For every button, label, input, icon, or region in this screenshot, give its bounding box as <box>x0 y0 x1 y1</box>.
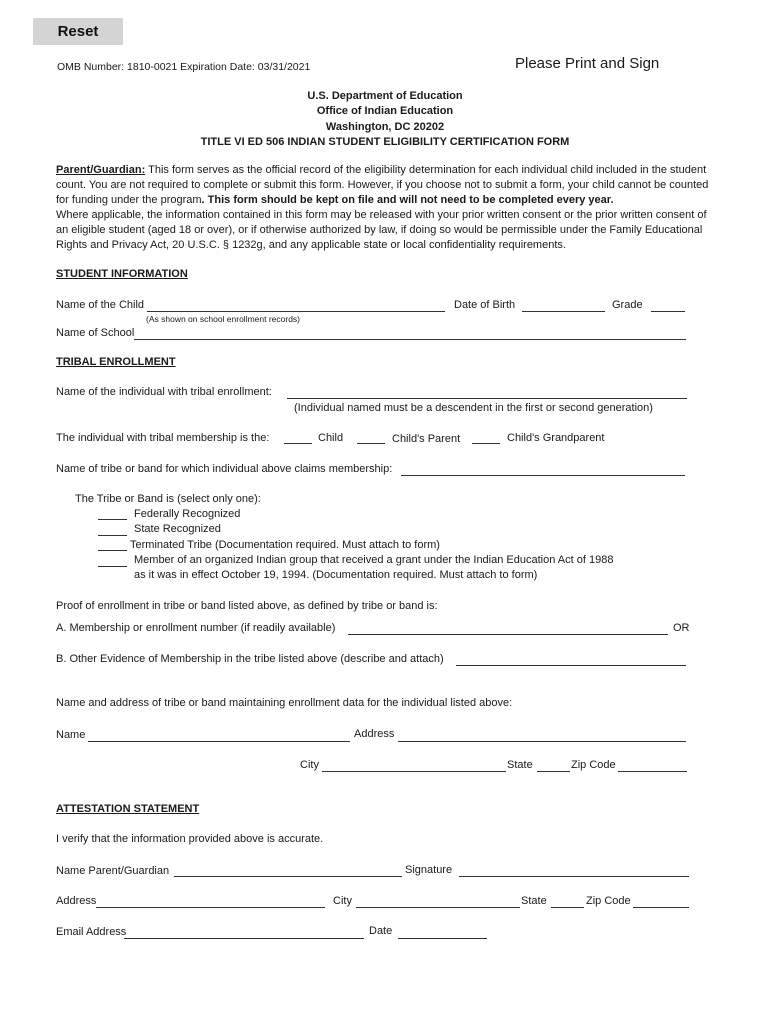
attestation-heading: ATTESTATION STATEMENT <box>56 803 200 815</box>
proof-a-label: A. Membership or enrollment number (if readily available) <box>56 622 336 634</box>
school-field[interactable] <box>134 339 686 340</box>
dob-field[interactable] <box>522 311 605 312</box>
grade-field[interactable] <box>651 311 685 312</box>
federal-option-label: Federally Recognized <box>134 508 241 520</box>
parent-city-field[interactable] <box>356 907 520 908</box>
grandparent-option-label: Child's Grandparent <box>507 432 605 444</box>
child-name-label: Name of the Child <box>56 299 145 311</box>
tribe-contact-name-label: Name <box>56 729 86 741</box>
child-option-label: Child <box>318 432 344 444</box>
tribe-status-label: The Tribe or Band is (select only one): <box>75 493 261 505</box>
tribe-name-label: Name of tribe or band for which individual above claims membership: <box>56 463 393 475</box>
signature-field[interactable] <box>459 876 689 877</box>
privacy-text: Where applicable, the information contained in this form may be released with your prior written consent or the prior written consent of an eligible student (aged 18 or over), or if otherwise authorized by law, if doing so would be permissible under the Family Educational Rights and Privacy Act, 20 U.S.C. § 1232g, and any applicable state or local confidentiality requirements. <box>56 209 707 251</box>
agency-name: U.S. Department of Education <box>307 90 463 102</box>
parent-state-field[interactable] <box>551 907 584 908</box>
organized-group-label-cont: as it was in effect October 19, 1994. (Documentation required. Must attach to form) <box>134 569 538 581</box>
form-title: TITLE VI ED 506 INDIAN STUDENT ELIGIBILITY CERTIFICATION FORM <box>200 136 570 148</box>
terminated-checkbox[interactable] <box>98 550 127 551</box>
individual-note: (Individual named must be a descendent in the first or second generation) <box>294 402 653 414</box>
organized-group-checkbox[interactable] <box>98 566 127 567</box>
date-field[interactable] <box>398 938 487 939</box>
verify-statement: I verify that the information provided above is accurate. <box>56 833 324 845</box>
parent-option-label: Child's Parent <box>392 433 461 445</box>
school-label: Name of School <box>56 327 135 339</box>
parent-name-label: Name Parent/Guardian <box>56 865 170 877</box>
state-checkbox[interactable] <box>98 535 127 536</box>
print-sign-note: Please Print and Sign <box>515 55 660 72</box>
grandparent-checkbox[interactable] <box>472 443 500 444</box>
email-field[interactable] <box>124 938 364 939</box>
tribe-zip-field[interactable] <box>618 771 687 772</box>
parent-zip-label: Zip Code <box>586 895 631 907</box>
intro-label: Parent/Guardian: <box>56 164 146 176</box>
maintaining-tribe-label: Name and address of tribe or band maintaining enrollment data for the individual listed above: <box>56 697 513 709</box>
intro-bold-note: . This form should be kept on file and will not need to be completed every year. <box>201 194 614 206</box>
omb-number: OMB Number: 1810-0021 Expiration Date: 03/31/2021 <box>57 61 311 73</box>
signature-label: Signature <box>405 864 453 876</box>
proof-label: Proof of enrollment in tribe or band listed above, as defined by tribe or band is: <box>56 600 438 612</box>
child-name-field[interactable] <box>147 311 445 312</box>
parent-name-field[interactable] <box>174 876 402 877</box>
intro-paragraph <box>56 163 716 253</box>
tribal-enrollment-heading: TRIBAL ENROLLMENT <box>56 356 176 368</box>
dob-label: Date of Birth <box>454 299 516 311</box>
individual-field[interactable] <box>287 398 687 399</box>
office-location: Washington, DC 20202 <box>325 121 445 133</box>
office-name: Office of Indian Education <box>316 105 454 117</box>
parent-state-label: State <box>521 895 547 907</box>
tribe-address-label: Address <box>354 728 395 740</box>
individual-label: Name of the individual with tribal enrollment: <box>56 386 272 398</box>
other-evidence-field[interactable] <box>456 665 686 666</box>
parent-address-label: Address <box>56 895 97 907</box>
membership-label: The individual with tribal membership is the: <box>56 432 270 444</box>
membership-number-field[interactable] <box>348 634 668 635</box>
parent-city-label: City <box>333 895 352 907</box>
tribe-address-field[interactable] <box>398 741 686 742</box>
tribe-state-field[interactable] <box>537 771 570 772</box>
proof-b-label: B. Other Evidence of Membership in the tribe listed above (describe and attach) <box>56 653 444 665</box>
parent-zip-field[interactable] <box>633 907 689 908</box>
tribe-state-label: State <box>507 759 533 771</box>
tribe-city-label: City <box>300 759 319 771</box>
tribe-name-field[interactable] <box>401 475 685 476</box>
child-checkbox[interactable] <box>284 443 312 444</box>
federal-checkbox[interactable] <box>98 519 127 520</box>
date-label: Date <box>369 925 393 937</box>
reset-button[interactable]: Reset <box>33 18 123 45</box>
student-info-heading: STUDENT INFORMATION <box>56 268 188 280</box>
terminated-option-label: Terminated Tribe (Documentation required. Must attach to form) <box>130 539 440 551</box>
parent-address-field[interactable] <box>96 907 325 908</box>
email-label: Email Address <box>56 926 127 938</box>
or-label: OR <box>673 622 690 634</box>
intro-text: This form serves as the official record of the eligibility determination for each individual child included in the student count. You are not required to complete or submit this form. However, if you choose not to submit a form, your child cannot be counted for funding under the program <box>56 164 709 206</box>
child-name-note: (As shown on school enrollment records) <box>146 314 301 324</box>
grade-label: Grade <box>612 299 643 311</box>
parent-checkbox[interactable] <box>357 443 385 444</box>
tribe-city-field[interactable] <box>322 771 506 772</box>
organized-group-label: Member of an organized Indian group that received a grant under the Indian Education Act of 1988 <box>134 554 614 566</box>
tribe-contact-name-field[interactable] <box>88 741 350 742</box>
state-option-label: State Recognized <box>134 523 221 535</box>
tribe-zip-label: Zip Code <box>571 759 616 771</box>
